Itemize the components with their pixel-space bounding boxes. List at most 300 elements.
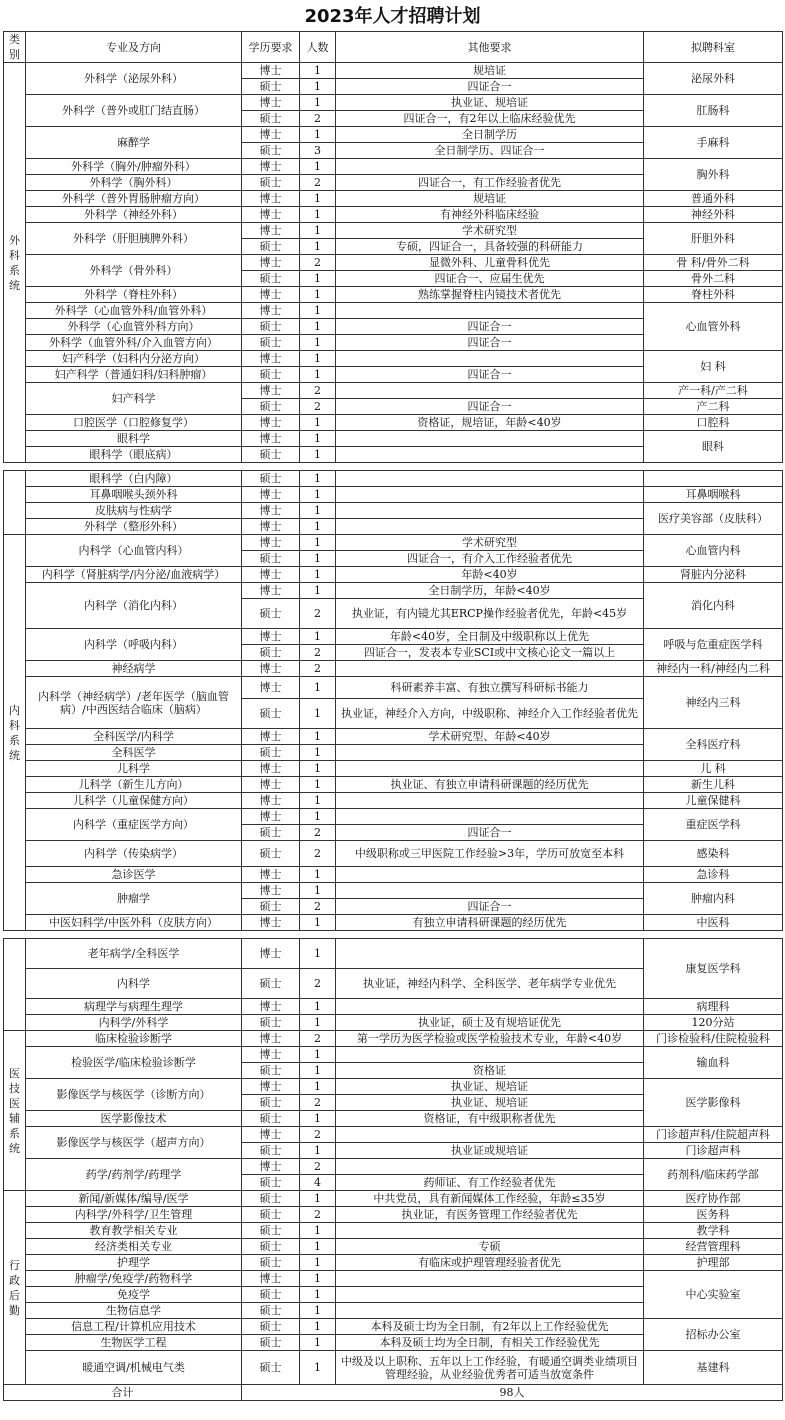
other-cell: 科研素养丰富、有独立撰写科研标书能力	[336, 677, 644, 699]
count-cell: 1	[300, 471, 336, 487]
degree-cell: 硕士	[242, 319, 300, 335]
dept-cell: 全科医疗科	[644, 729, 783, 761]
table-row	[4, 287, 783, 303]
degree-cell: 博士	[242, 777, 300, 793]
major-cell: 全科医学/内科学	[26, 729, 242, 745]
category-cell	[4, 1191, 26, 1385]
other-cell: 有独立申请科研课题的经历优先	[336, 915, 644, 931]
other-cell: 年龄<40岁，全日制及中级职称以上优先	[336, 629, 644, 645]
major-cell: 外科学（胸外科）	[26, 175, 242, 191]
other-cell	[336, 1159, 644, 1175]
other-cell: 专硕	[336, 1239, 644, 1255]
degree-cell: 硕士	[242, 1239, 300, 1255]
header-row	[4, 32, 783, 63]
dept-cell: 经营管理科	[644, 1239, 783, 1255]
count-cell: 4	[300, 1175, 336, 1191]
dept-cell: 产一科/产二科	[644, 383, 783, 399]
other-cell	[336, 1127, 644, 1143]
other-cell: 中级及以上职称、五年以上工作经验，有暖通空调类业绩项目管理经验，从业经验优秀者可适当放宽条件	[336, 1351, 644, 1385]
table-row	[4, 677, 783, 699]
count-cell: 1	[300, 1303, 336, 1319]
count-cell: 1	[300, 1271, 336, 1287]
count-cell: 2	[300, 599, 336, 629]
dept-cell: 医疗协作部	[644, 1191, 783, 1207]
count-cell: 2	[300, 1159, 336, 1175]
table-row	[4, 939, 783, 969]
count-cell: 1	[300, 239, 336, 255]
page-title: 2023年人才招聘计划	[304, 6, 481, 27]
major-cell: 生物信息学	[26, 1303, 242, 1319]
dept-cell: 耳鼻咽喉科	[644, 487, 783, 503]
major-cell: 老年病学/全科医学	[26, 939, 242, 969]
table-row	[4, 793, 783, 809]
major-cell: 内科学（神经病学）/老年医学（脑血管病）/中西医结合临床（脑病）	[26, 677, 242, 729]
degree-cell: 博士	[242, 191, 300, 207]
major-cell: 外科学（骨外科）	[26, 255, 242, 287]
dept-cell	[644, 471, 783, 487]
count-cell: 1	[300, 809, 336, 825]
dept-cell: 急诊科	[644, 867, 783, 883]
other-cell: 第一学历为医学检验或医学检验技术专业，年龄<40岁	[336, 1031, 644, 1047]
table-row	[4, 1079, 783, 1095]
other-cell: 执业证、有独立申请科研课题的经历优先	[336, 777, 644, 793]
major-cell: 妇产科学（妇科内分泌方向）	[26, 351, 242, 367]
major-cell: 外科学（血管外科/介入血管方向）	[26, 335, 242, 351]
count-cell: 1	[300, 1287, 336, 1303]
table-row	[4, 915, 783, 931]
other-cell	[336, 519, 644, 535]
count-cell: 1	[300, 699, 336, 729]
major-cell: 内科学（肾脏病学/内分泌/血液病学）	[26, 567, 242, 583]
degree-cell: 博士	[242, 127, 300, 143]
dept-cell: 神经内三科	[644, 677, 783, 729]
table-row	[4, 809, 783, 825]
major-cell: 内科学/外科学	[26, 1015, 242, 1031]
other-cell: 学术研究型	[336, 223, 644, 239]
major-cell: 中医妇科学/中医外科（皮肤方向）	[26, 915, 242, 931]
dept-cell: 神经外科	[644, 207, 783, 223]
degree-cell: 博士	[242, 761, 300, 777]
other-cell: 四证合一，有2年以上临床经验优先	[336, 111, 644, 127]
count-cell: 1	[300, 999, 336, 1015]
count-cell: 1	[300, 583, 336, 599]
count-cell: 1	[300, 335, 336, 351]
degree-cell: 博士	[242, 1047, 300, 1063]
degree-cell: 博士	[242, 287, 300, 303]
table-row	[4, 1271, 783, 1287]
major-cell: 内科学（呼吸内科）	[26, 629, 242, 661]
degree-cell: 博士	[242, 63, 300, 79]
major-cell: 外科学（心血管外科方向）	[26, 319, 242, 335]
dept-cell: 药剂科/临床药学部	[644, 1159, 783, 1191]
major-cell: 临床检验诊断学	[26, 1031, 242, 1047]
count-cell: 2	[300, 661, 336, 677]
table-row	[4, 207, 783, 223]
major-cell: 护理学	[26, 1255, 242, 1271]
dept-cell: 产二科	[644, 399, 783, 415]
other-cell: 资格证	[336, 1063, 644, 1079]
degree-cell: 硕士	[242, 645, 300, 661]
major-cell: 外科学（胸外/肿瘤外科）	[26, 159, 242, 175]
dept-cell: 肛肠科	[644, 95, 783, 127]
count-cell: 1	[300, 677, 336, 699]
degree-cell: 硕士	[242, 111, 300, 127]
degree-cell: 硕士	[242, 841, 300, 867]
other-cell: 有神经外科临床经验	[336, 207, 644, 223]
category-cell	[4, 63, 26, 463]
table-row	[4, 1223, 783, 1239]
other-cell	[336, 1047, 644, 1063]
degree-cell: 硕士	[242, 825, 300, 841]
degree-cell: 博士	[242, 351, 300, 367]
dept-cell: 妇 科	[644, 351, 783, 383]
degree-cell: 硕士	[242, 1175, 300, 1191]
count-cell: 1	[300, 319, 336, 335]
major-cell: 教育教学相关专业	[26, 1223, 242, 1239]
header-count: 人数	[300, 32, 336, 63]
other-cell: 显微外科、儿童骨科优先	[336, 255, 644, 271]
major-cell: 儿科学（新生儿方向）	[26, 777, 242, 793]
count-cell: 2	[300, 383, 336, 399]
count-cell: 1	[300, 95, 336, 111]
table-row	[4, 303, 783, 319]
other-cell: 学术研究型	[336, 535, 644, 551]
major-cell: 内科学（传染病学）	[26, 841, 242, 867]
count-cell: 1	[300, 761, 336, 777]
table-row	[4, 729, 783, 745]
dept-cell: 神经内一科/神经内二科	[644, 661, 783, 677]
total-row	[4, 1385, 783, 1401]
recruitment-table	[3, 31, 783, 1401]
count-cell: 1	[300, 1143, 336, 1159]
dept-cell: 眼科	[644, 431, 783, 463]
count-cell: 2	[300, 255, 336, 271]
table-row	[4, 431, 783, 447]
major-cell: 检验医学/临床检验诊断学	[26, 1047, 242, 1079]
other-cell	[336, 793, 644, 809]
degree-cell: 硕士	[242, 447, 300, 463]
other-cell	[336, 487, 644, 503]
dept-cell: 胸外科	[644, 159, 783, 191]
count-cell: 1	[300, 729, 336, 745]
table-row	[4, 127, 783, 143]
degree-cell: 博士	[242, 519, 300, 535]
other-cell: 执业证、规培证	[336, 1079, 644, 1095]
count-cell: 2	[300, 899, 336, 915]
degree-cell: 硕士	[242, 271, 300, 287]
major-cell: 麻醉学	[26, 127, 242, 159]
major-cell: 影像医学与核医学（超声方向）	[26, 1127, 242, 1159]
count-cell: 1	[300, 793, 336, 809]
count-cell: 1	[300, 629, 336, 645]
count-cell: 1	[300, 271, 336, 287]
section-gap-cell	[4, 931, 783, 939]
major-cell: 医学影像技术	[26, 1111, 242, 1127]
major-cell: 内科学（消化内科）	[26, 583, 242, 629]
table-row	[4, 255, 783, 271]
degree-cell: 博士	[242, 1271, 300, 1287]
count-cell: 2	[300, 825, 336, 841]
major-cell: 内科学	[26, 969, 242, 999]
major-cell: 病理学与病理生理学	[26, 999, 242, 1015]
major-cell: 妇产科学（普通妇科/妇科肿瘤）	[26, 367, 242, 383]
count-cell: 1	[300, 79, 336, 95]
count-cell: 1	[300, 519, 336, 535]
count-cell: 2	[300, 1127, 336, 1143]
dept-cell: 脊柱外科	[644, 287, 783, 303]
dept-cell: 120分站	[644, 1015, 783, 1031]
header-other: 其他要求	[336, 32, 644, 63]
degree-cell: 博士	[242, 677, 300, 699]
count-cell: 2	[300, 111, 336, 127]
degree-cell: 硕士	[242, 175, 300, 191]
dept-cell: 骨 科/骨外二科	[644, 255, 783, 271]
major-cell: 内科学/外科学/卫生管理	[26, 1207, 242, 1223]
count-cell: 1	[300, 487, 336, 503]
count-cell: 3	[300, 143, 336, 159]
major-cell: 免疫学	[26, 1287, 242, 1303]
other-cell: 有临床或护理管理经验者优先	[336, 1255, 644, 1271]
degree-cell: 博士	[242, 535, 300, 551]
count-cell: 2	[300, 175, 336, 191]
other-cell: 四证合一	[336, 399, 644, 415]
table-row	[4, 535, 783, 551]
other-cell: 执业证、规培证	[336, 1095, 644, 1111]
degree-cell: 博士	[242, 939, 300, 969]
other-cell	[336, 159, 644, 175]
count-cell: 1	[300, 1255, 336, 1271]
count-cell: 2	[300, 1207, 336, 1223]
major-cell: 外科学（心血管外科/血管外科）	[26, 303, 242, 319]
major-cell: 信息工程/计算机应用技术	[26, 1319, 242, 1335]
count-cell: 2	[300, 969, 336, 999]
table-row	[4, 1319, 783, 1335]
degree-cell: 硕士	[242, 1191, 300, 1207]
dept-cell: 呼吸与危重症医学科	[644, 629, 783, 661]
table-row	[4, 1127, 783, 1143]
count-cell: 1	[300, 1239, 336, 1255]
other-cell: 学术研究型、年龄<40岁	[336, 729, 644, 745]
degree-cell: 硕士	[242, 399, 300, 415]
major-cell: 外科学（普外胃肠肿瘤方向）	[26, 191, 242, 207]
major-cell: 外科学（整形外科）	[26, 519, 242, 535]
degree-cell: 博士	[242, 159, 300, 175]
category-cell	[4, 471, 26, 535]
count-cell: 1	[300, 915, 336, 931]
dept-cell: 手麻科	[644, 127, 783, 159]
degree-cell: 博士	[242, 1159, 300, 1175]
count-cell: 1	[300, 1047, 336, 1063]
other-cell: 执业证，有内镜尤其ERCP操作经验者优先，年龄<45岁	[336, 599, 644, 629]
other-cell: 四证合一	[336, 899, 644, 915]
major-cell: 儿科学（儿童保健方向）	[26, 793, 242, 809]
count-cell: 1	[300, 567, 336, 583]
category-label: 医技医辅系统	[9, 1066, 20, 1155]
degree-cell: 博士	[242, 383, 300, 399]
count-cell: 1	[300, 367, 336, 383]
other-cell: 中级职称或三甲医院工作经验>3年，学历可放宽至本科	[336, 841, 644, 867]
count-cell: 1	[300, 207, 336, 223]
degree-cell: 硕士	[242, 335, 300, 351]
degree-cell: 硕士	[242, 1143, 300, 1159]
dept-cell: 心血管内科	[644, 535, 783, 567]
header-major: 专业及方向	[26, 32, 242, 63]
count-cell: 1	[300, 1111, 336, 1127]
degree-cell: 博士	[242, 431, 300, 447]
major-cell: 外科学（神经外科）	[26, 207, 242, 223]
other-cell: 四证合一	[336, 79, 644, 95]
category-cell	[4, 535, 26, 931]
table-row	[4, 761, 783, 777]
degree-cell: 硕士	[242, 551, 300, 567]
other-cell: 四证合一、应届生优先	[336, 271, 644, 287]
other-cell	[336, 661, 644, 677]
other-cell: 四证合一	[336, 825, 644, 841]
count-cell: 2	[300, 1031, 336, 1047]
dept-cell: 肿瘤内科	[644, 883, 783, 915]
major-cell: 眼科学	[26, 431, 242, 447]
degree-cell: 博士	[242, 567, 300, 583]
major-cell: 儿科学	[26, 761, 242, 777]
other-cell: 规培证	[336, 191, 644, 207]
count-cell: 1	[300, 503, 336, 519]
other-cell	[336, 1303, 644, 1319]
table-row	[4, 159, 783, 175]
other-cell: 规培证	[336, 63, 644, 79]
other-cell	[336, 303, 644, 319]
category-cell	[4, 939, 26, 1031]
count-cell: 1	[300, 1319, 336, 1335]
degree-cell: 硕士	[242, 1095, 300, 1111]
degree-cell: 硕士	[242, 745, 300, 761]
table-row	[4, 1159, 783, 1175]
other-cell	[336, 383, 644, 399]
major-cell: 急诊医学	[26, 867, 242, 883]
dept-cell: 中心实验室	[644, 1271, 783, 1319]
dept-cell: 医务科	[644, 1207, 783, 1223]
table-row	[4, 1047, 783, 1063]
count-cell: 2	[300, 1095, 336, 1111]
major-cell: 眼科学（白内障）	[26, 471, 242, 487]
other-cell: 本科及硕士均为全日制，有相关工作经验优先	[336, 1335, 644, 1351]
header-degree: 学历要求	[242, 32, 300, 63]
degree-cell: 博士	[242, 487, 300, 503]
table-row	[4, 999, 783, 1015]
major-cell: 新闻/新媒体/编导/医学	[26, 1191, 242, 1207]
count-cell: 1	[300, 1191, 336, 1207]
count-cell: 1	[300, 287, 336, 303]
count-cell: 1	[300, 351, 336, 367]
major-cell: 外科学（肝胆胰脾外科）	[26, 223, 242, 255]
category-cell	[4, 1031, 26, 1191]
degree-cell: 硕士	[242, 599, 300, 629]
dept-cell: 门诊超声科/住院超声科	[644, 1127, 783, 1143]
dept-cell: 基建科	[644, 1351, 783, 1385]
dept-cell: 泌尿外科	[644, 63, 783, 95]
other-cell: 全日制学历，年龄<40岁	[336, 583, 644, 599]
other-cell: 专硕，四证合一，具备较强的科研能力	[336, 239, 644, 255]
dept-cell: 消化内科	[644, 583, 783, 629]
count-cell: 1	[300, 535, 336, 551]
table-row	[4, 661, 783, 677]
dept-cell: 招标办公室	[644, 1319, 783, 1351]
other-cell	[336, 1287, 644, 1303]
dept-cell: 护理部	[644, 1255, 783, 1271]
table-row	[4, 383, 783, 399]
degree-cell: 硕士	[242, 1207, 300, 1223]
count-cell: 1	[300, 777, 336, 793]
dept-cell: 儿童保健科	[644, 793, 783, 809]
degree-cell: 硕士	[242, 79, 300, 95]
major-cell: 暖通空调/机械电气类	[26, 1351, 242, 1385]
other-cell	[336, 351, 644, 367]
count-cell: 1	[300, 415, 336, 431]
count-cell: 1	[300, 63, 336, 79]
dept-cell: 医学影像科	[644, 1079, 783, 1127]
other-cell: 执业证，神经介入方向，中级职称、神经介入工作经验者优先	[336, 699, 644, 729]
degree-cell: 硕士	[242, 471, 300, 487]
major-cell: 外科学（泌尿外科）	[26, 63, 242, 95]
dept-cell: 感染科	[644, 841, 783, 867]
header-category: 类别	[4, 32, 26, 63]
degree-cell: 硕士	[242, 899, 300, 915]
degree-cell: 博士	[242, 999, 300, 1015]
category-label: 内科系统	[9, 703, 20, 762]
dept-cell: 医疗美容部（皮肤科）	[644, 503, 783, 535]
other-cell: 中共党员，具有新闻媒体工作经验，年龄≤35岁	[336, 1191, 644, 1207]
other-cell: 四证合一，有介入工作经验者优先	[336, 551, 644, 567]
degree-cell: 硕士	[242, 1063, 300, 1079]
table-row	[4, 567, 783, 583]
other-cell	[336, 1223, 644, 1239]
section-gap	[4, 931, 783, 939]
degree-cell: 博士	[242, 303, 300, 319]
dept-cell: 骨外二科	[644, 271, 783, 287]
major-cell: 眼科学（眼底病）	[26, 447, 242, 463]
other-cell: 药师证、有工作经验者优先	[336, 1175, 644, 1191]
other-cell: 全日制学历	[336, 127, 644, 143]
dept-cell: 肝胆外科	[644, 223, 783, 255]
count-cell: 2	[300, 841, 336, 867]
table-row	[4, 583, 783, 599]
other-cell: 全日制学历、四证合一	[336, 143, 644, 159]
degree-cell: 硕士	[242, 367, 300, 383]
table-row	[4, 415, 783, 431]
major-cell: 肿瘤学	[26, 883, 242, 915]
major-cell: 口腔医学（口腔修复学）	[26, 415, 242, 431]
other-cell: 四证合一，发表本专业SCI或中文核心论文一篇以上	[336, 645, 644, 661]
table-row	[4, 841, 783, 867]
degree-cell: 博士	[242, 867, 300, 883]
degree-cell: 博士	[242, 1079, 300, 1095]
major-cell: 妇产科学	[26, 383, 242, 415]
category-label: 外科系统	[9, 233, 20, 292]
degree-cell: 博士	[242, 415, 300, 431]
major-cell: 经济类相关专业	[26, 1239, 242, 1255]
degree-cell: 硕士	[242, 1223, 300, 1239]
other-cell	[336, 809, 644, 825]
table-row	[4, 503, 783, 519]
dept-cell: 儿 科	[644, 761, 783, 777]
count-cell: 1	[300, 867, 336, 883]
count-cell: 1	[300, 1351, 336, 1385]
other-cell: 本科及硕士均为全日制，有2年以上工作经验优先	[336, 1319, 644, 1335]
other-cell: 四证合一	[336, 367, 644, 383]
count-cell: 2	[300, 645, 336, 661]
degree-cell: 硕士	[242, 1111, 300, 1127]
degree-cell: 硕士	[242, 699, 300, 729]
count-cell: 1	[300, 551, 336, 567]
